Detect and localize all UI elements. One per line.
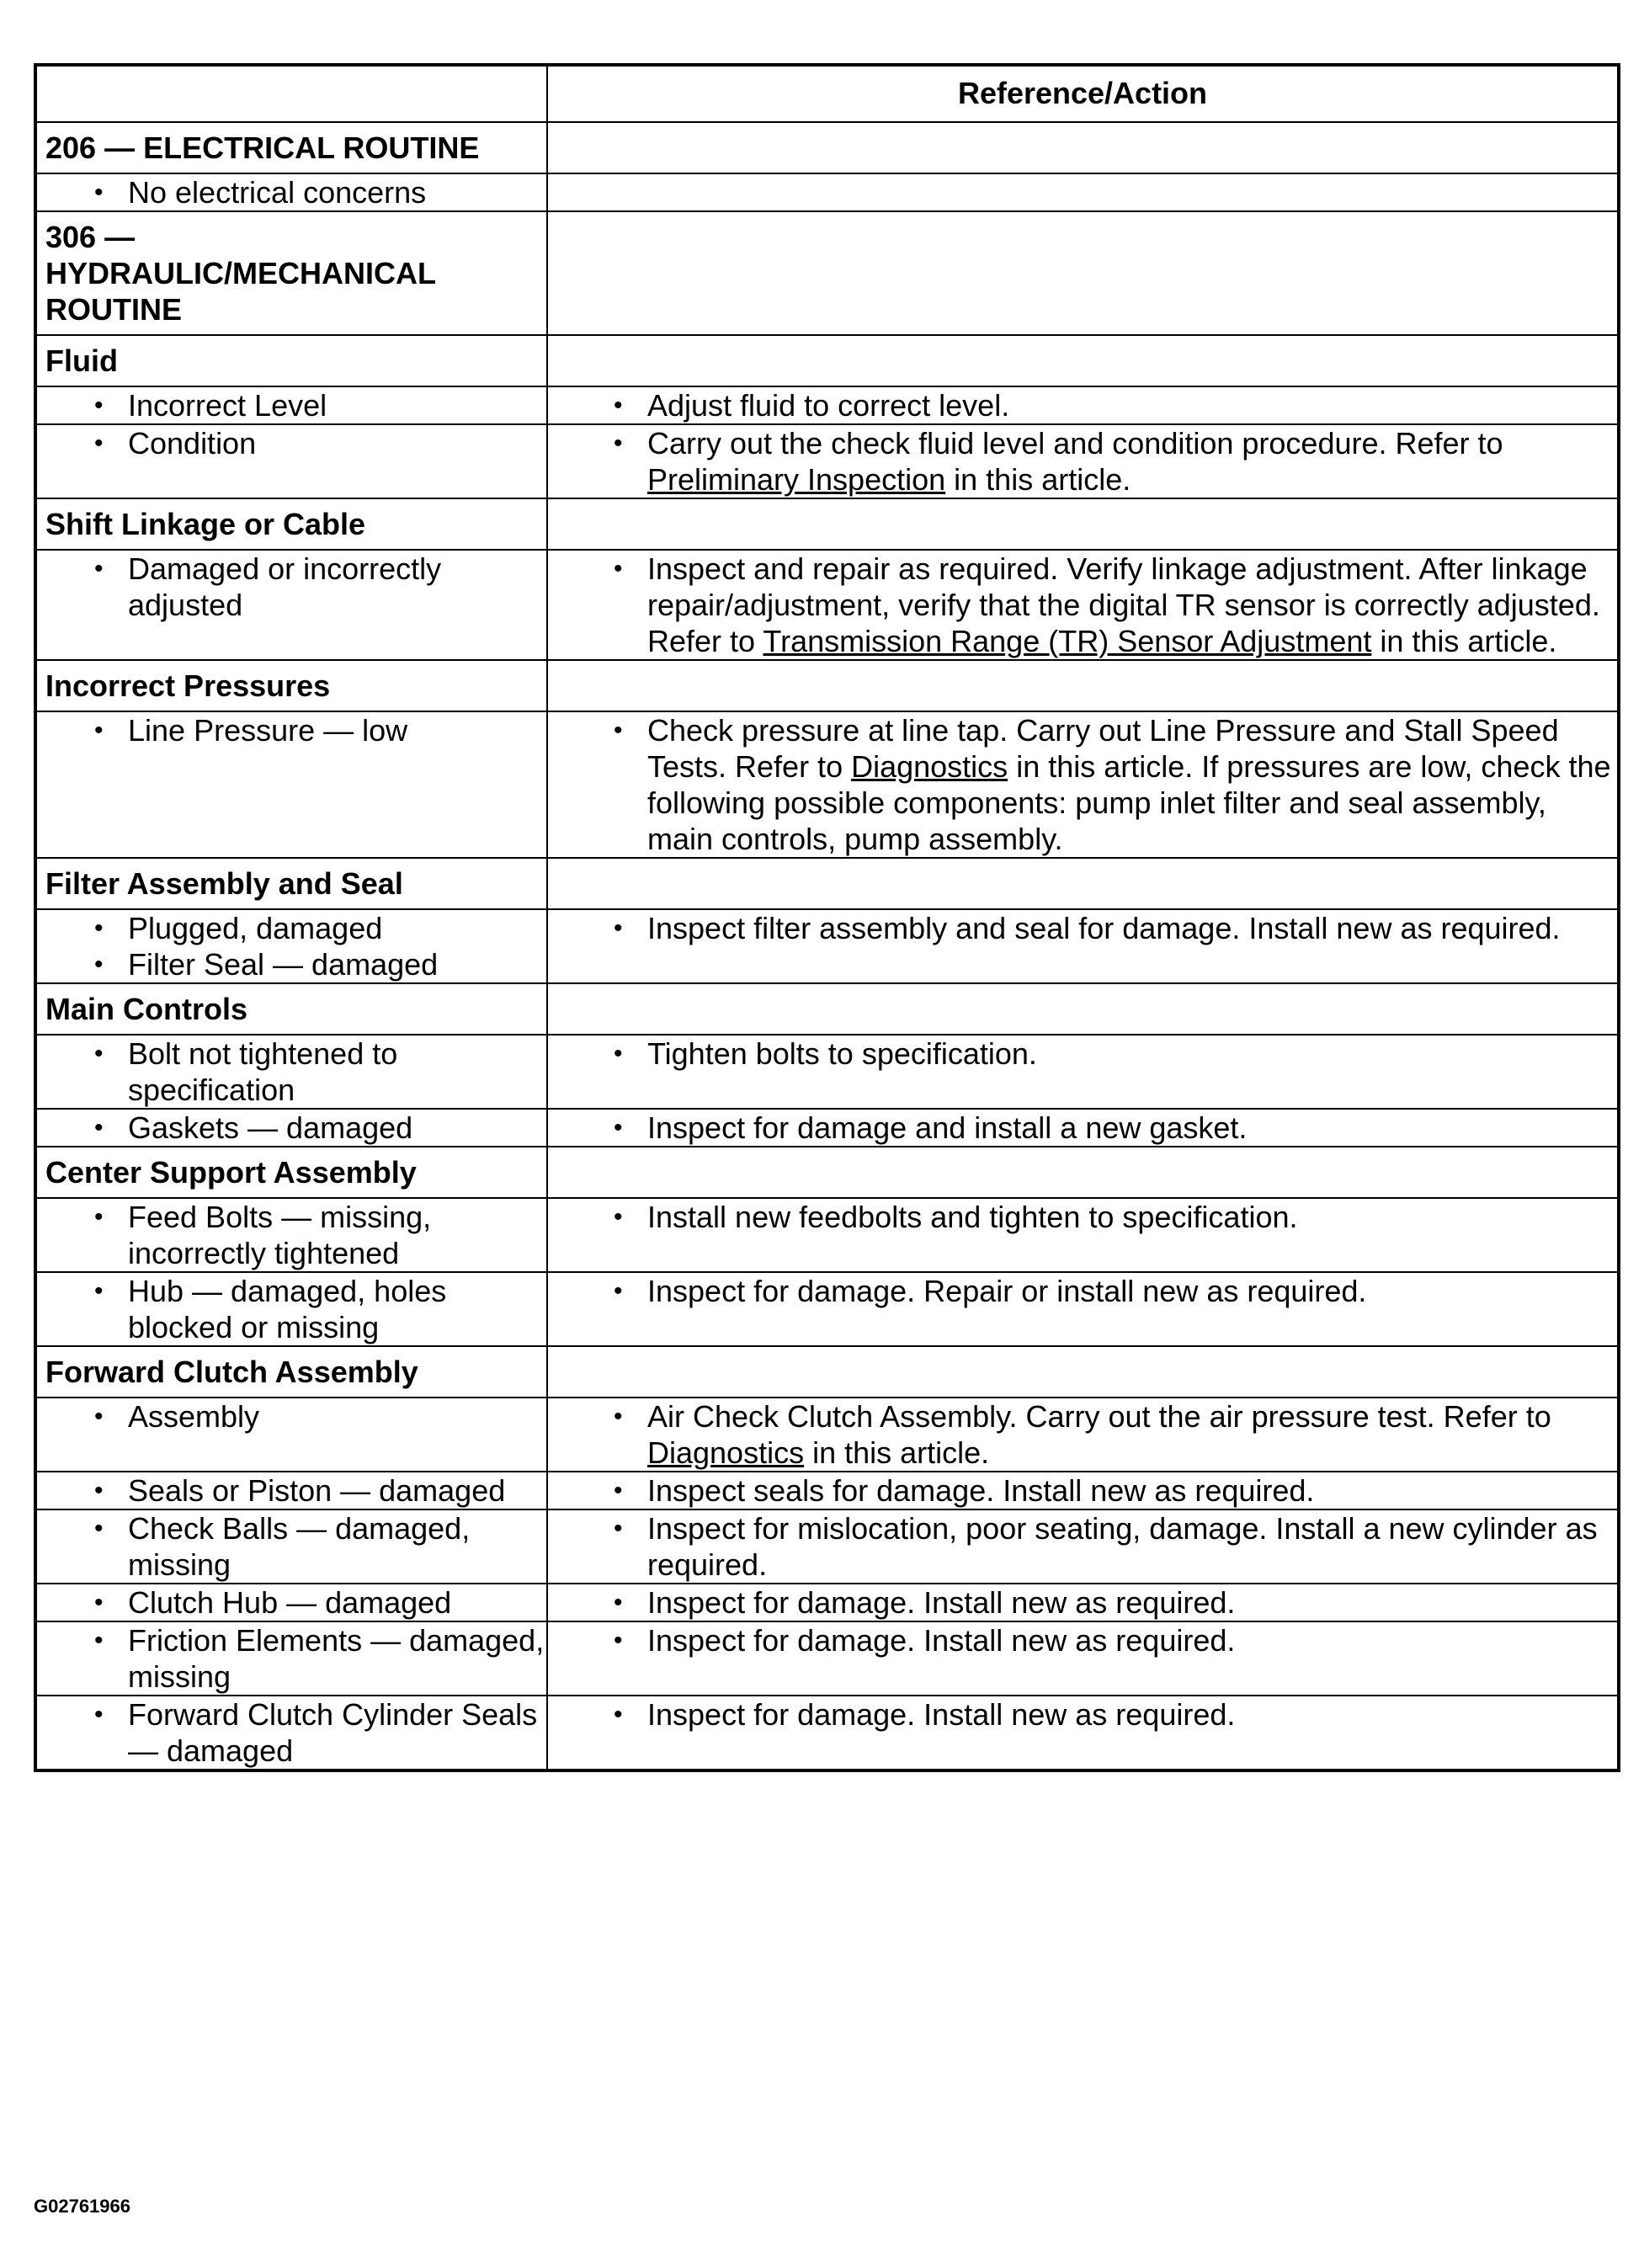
- section-empty-cell: [547, 498, 1619, 550]
- condition-item: • Bolt not tightened to specification: [37, 1036, 546, 1108]
- condition-cell: [35, 424, 547, 498]
- action-cell: [547, 1621, 1619, 1696]
- item-row: [35, 1398, 1619, 1472]
- condition-item: • Gaskets — damaged: [37, 1110, 546, 1146]
- condition-cell: [35, 909, 547, 983]
- action-item: • Inspect seals for damage. Install new as required.: [548, 1472, 1617, 1509]
- item-row: [35, 1584, 1619, 1621]
- action-cell: [547, 1272, 1619, 1346]
- section-empty-cell: [547, 211, 1619, 335]
- condition-item: • Damaged or incorrectly adjusted: [37, 551, 546, 623]
- condition-cell: [35, 1035, 547, 1109]
- section-empty-cell: [547, 1346, 1619, 1398]
- action-list: [548, 1199, 1617, 1235]
- action-item: • Inspect for mislocation, poor seating, damage. Install a new cylinder as required.: [548, 1510, 1617, 1583]
- section-heading: Center Support Assembly: [45, 1155, 417, 1190]
- item-row: [35, 1696, 1619, 1770]
- condition-item: • Friction Elements — damaged, missing: [37, 1622, 546, 1695]
- section-row: [35, 660, 1619, 711]
- section-empty-cell: [547, 122, 1619, 173]
- section-label-cell: [35, 983, 547, 1035]
- action-list: [548, 551, 1617, 659]
- section-row: [35, 1147, 1619, 1198]
- action-list: [548, 1696, 1617, 1733]
- section-heading: Filter Assembly and Seal: [45, 866, 403, 901]
- reference-link[interactable]: Diagnostics: [647, 1435, 805, 1470]
- condition-item: • Seals or Piston — damaged: [37, 1472, 546, 1509]
- section-heading: Fluid: [45, 343, 118, 378]
- condition-cell: [35, 1398, 547, 1472]
- action-list: [548, 425, 1617, 498]
- action-list: [548, 1036, 1617, 1072]
- section-empty-cell: [547, 983, 1619, 1035]
- condition-list: [37, 910, 546, 982]
- action-list: [548, 910, 1617, 946]
- item-row: [35, 386, 1619, 424]
- item-row: [35, 909, 1619, 983]
- item-row: [35, 1109, 1619, 1147]
- action-list: [548, 1584, 1617, 1621]
- section-label-cell: [35, 1147, 547, 1198]
- condition-item: • Incorrect Level: [37, 387, 546, 423]
- section-row: [35, 858, 1619, 909]
- action-item: • Inspect filter assembly and seal for damage. Install new as required.: [548, 910, 1617, 946]
- condition-item: • Plugged, damaged: [37, 910, 546, 946]
- condition-list: [37, 1622, 546, 1695]
- action-item: • Inspect for damage. Repair or install new as required.: [548, 1273, 1617, 1309]
- table-header-row: [35, 65, 1619, 122]
- item-row: [35, 1272, 1619, 1346]
- section-label-cell: [35, 1346, 547, 1398]
- section-label-cell: [35, 335, 547, 386]
- condition-cell: [35, 1109, 547, 1147]
- section-empty-cell: [547, 335, 1619, 386]
- condition-list: [37, 1199, 546, 1271]
- section-empty-cell: [547, 660, 1619, 711]
- section-label-cell: [35, 122, 547, 173]
- action-cell: [547, 386, 1619, 424]
- diagnosis-table: [34, 63, 1620, 1772]
- action-cell: [547, 1696, 1619, 1770]
- action-item: • Air Check Clutch Assembly. Carry out the air pressure test. Refer to Diagnostics in this article.: [548, 1398, 1617, 1471]
- action-item: • Inspect for damage. Install new as required.: [548, 1622, 1617, 1658]
- section-heading: 306 — HYDRAULIC/MECHANICAL ROUTINE: [45, 220, 436, 327]
- action-cell: [547, 1472, 1619, 1509]
- action-cell: [547, 1035, 1619, 1109]
- action-list: [548, 1622, 1617, 1658]
- action-cell: [547, 173, 1619, 211]
- condition-list: [37, 551, 546, 623]
- condition-item: • Filter Seal — damaged: [37, 946, 546, 982]
- action-item: • Inspect for damage. Install new as required.: [548, 1584, 1617, 1621]
- condition-item: • Clutch Hub — damaged: [37, 1584, 546, 1621]
- condition-cell: [35, 711, 547, 858]
- action-cell: [547, 1509, 1619, 1584]
- action-item: • Install new feedbolts and tighten to specification.: [548, 1199, 1617, 1235]
- action-item: • Carry out the check fluid level and condition procedure. Refer to Preliminary Inspection in this article.: [548, 425, 1617, 498]
- reference-link[interactable]: Diagnostics: [851, 749, 1008, 784]
- section-heading: 206 — ELECTRICAL ROUTINE: [45, 130, 480, 165]
- reference-link[interactable]: Preliminary Inspection: [647, 462, 946, 497]
- item-row: [35, 1621, 1619, 1696]
- section-row: [35, 1346, 1619, 1398]
- action-list: [548, 1110, 1617, 1146]
- condition-item: • Hub — damaged, holes blocked or missing: [37, 1273, 546, 1345]
- item-row: [35, 173, 1619, 211]
- action-cell: [547, 711, 1619, 858]
- reference-action-heading: Reference/Action: [957, 76, 1208, 110]
- section-label-cell: [35, 211, 547, 335]
- condition-cell: [35, 386, 547, 424]
- condition-list: [37, 1472, 546, 1509]
- action-cell: [547, 1109, 1619, 1147]
- condition-list: [37, 712, 546, 748]
- action-item: • Inspect for damage and install a new gasket.: [548, 1110, 1617, 1146]
- figure-id: G02761966: [34, 2196, 130, 2217]
- section-empty-cell: [547, 858, 1619, 909]
- item-row: [35, 711, 1619, 858]
- condition-list: [37, 425, 546, 461]
- condition-list: [37, 1036, 546, 1108]
- section-heading: Shift Linkage or Cable: [45, 507, 366, 541]
- action-cell: [547, 1198, 1619, 1272]
- item-row: [35, 1472, 1619, 1509]
- condition-item: • Condition: [37, 425, 546, 461]
- action-item: • Inspect and repair as required. Verify linkage adjustment. After linkage repair/adjustment, verify that the digital TR sensor is correctly adjusted. Refer to Transmission Range (TR) Sensor Adjustment in this article.: [548, 551, 1617, 659]
- condition-list: [37, 1110, 546, 1146]
- condition-item: • Assembly: [37, 1398, 546, 1435]
- section-heading: Main Controls: [45, 992, 247, 1026]
- section-label-cell: [35, 660, 547, 711]
- condition-cell: [35, 173, 547, 211]
- section-row: [35, 211, 1619, 335]
- condition-cell: [35, 1696, 547, 1770]
- action-item: • Inspect for damage. Install new as required.: [548, 1696, 1617, 1733]
- condition-item: • Check Balls — damaged, missing: [37, 1510, 546, 1583]
- section-label-cell: [35, 498, 547, 550]
- action-list: [548, 387, 1617, 423]
- condition-list: [37, 387, 546, 423]
- section-heading: Incorrect Pressures: [45, 668, 331, 703]
- action-cell: [547, 1398, 1619, 1472]
- section-row: [35, 122, 1619, 173]
- action-item: • Check pressure at line tap. Carry out Line Pressure and Stall Speed Tests. Refer to Diagnostics in this article. If pressures are low, check the following possible components: pump inlet filter and seal assembly, main controls, pump assembly.: [548, 712, 1617, 857]
- section-heading: Forward Clutch Assembly: [45, 1355, 418, 1389]
- condition-list: [37, 1398, 546, 1435]
- action-item: • Adjust fluid to correct level.: [548, 387, 1617, 423]
- section-label-cell: [35, 858, 547, 909]
- section-row: [35, 498, 1619, 550]
- item-row: [35, 550, 1619, 660]
- action-cell: [547, 909, 1619, 983]
- action-cell: [547, 550, 1619, 660]
- diagnosis-table-container: [34, 63, 1617, 1772]
- item-row: [35, 1198, 1619, 1272]
- item-row: [35, 1035, 1619, 1109]
- action-list: [548, 1273, 1617, 1309]
- condition-cell: [35, 550, 547, 660]
- condition-item: • Line Pressure — low: [37, 712, 546, 748]
- condition-cell: [35, 1272, 547, 1346]
- condition-cell: [35, 1621, 547, 1696]
- condition-list: [37, 1696, 546, 1769]
- action-list: [548, 1398, 1617, 1471]
- condition-item: • No electrical concerns: [37, 174, 546, 210]
- item-row: [35, 1509, 1619, 1584]
- item-row: [35, 424, 1619, 498]
- header-action-cell: [547, 65, 1619, 122]
- condition-cell: [35, 1472, 547, 1509]
- header-condition-cell: [35, 65, 547, 122]
- condition-item: • Forward Clutch Cylinder Seals — damaged: [37, 1696, 546, 1769]
- section-empty-cell: [547, 1147, 1619, 1198]
- action-cell: [547, 424, 1619, 498]
- action-list: [548, 1510, 1617, 1583]
- section-row: [35, 335, 1619, 386]
- action-list: [548, 1472, 1617, 1509]
- reference-link[interactable]: Transmission Range (TR) Sensor Adjustment: [763, 624, 1372, 658]
- condition-cell: [35, 1509, 547, 1584]
- condition-cell: [35, 1198, 547, 1272]
- section-row: [35, 983, 1619, 1035]
- condition-item: • Feed Bolts — missing, incorrectly tightened: [37, 1199, 546, 1271]
- condition-list: [37, 1584, 546, 1621]
- action-item: • Tighten bolts to specification.: [548, 1036, 1617, 1072]
- condition-list: [37, 1273, 546, 1345]
- condition-cell: [35, 1584, 547, 1621]
- action-list: [548, 712, 1617, 857]
- condition-list: [37, 174, 546, 210]
- action-cell: [547, 1584, 1619, 1621]
- condition-list: [37, 1510, 546, 1583]
